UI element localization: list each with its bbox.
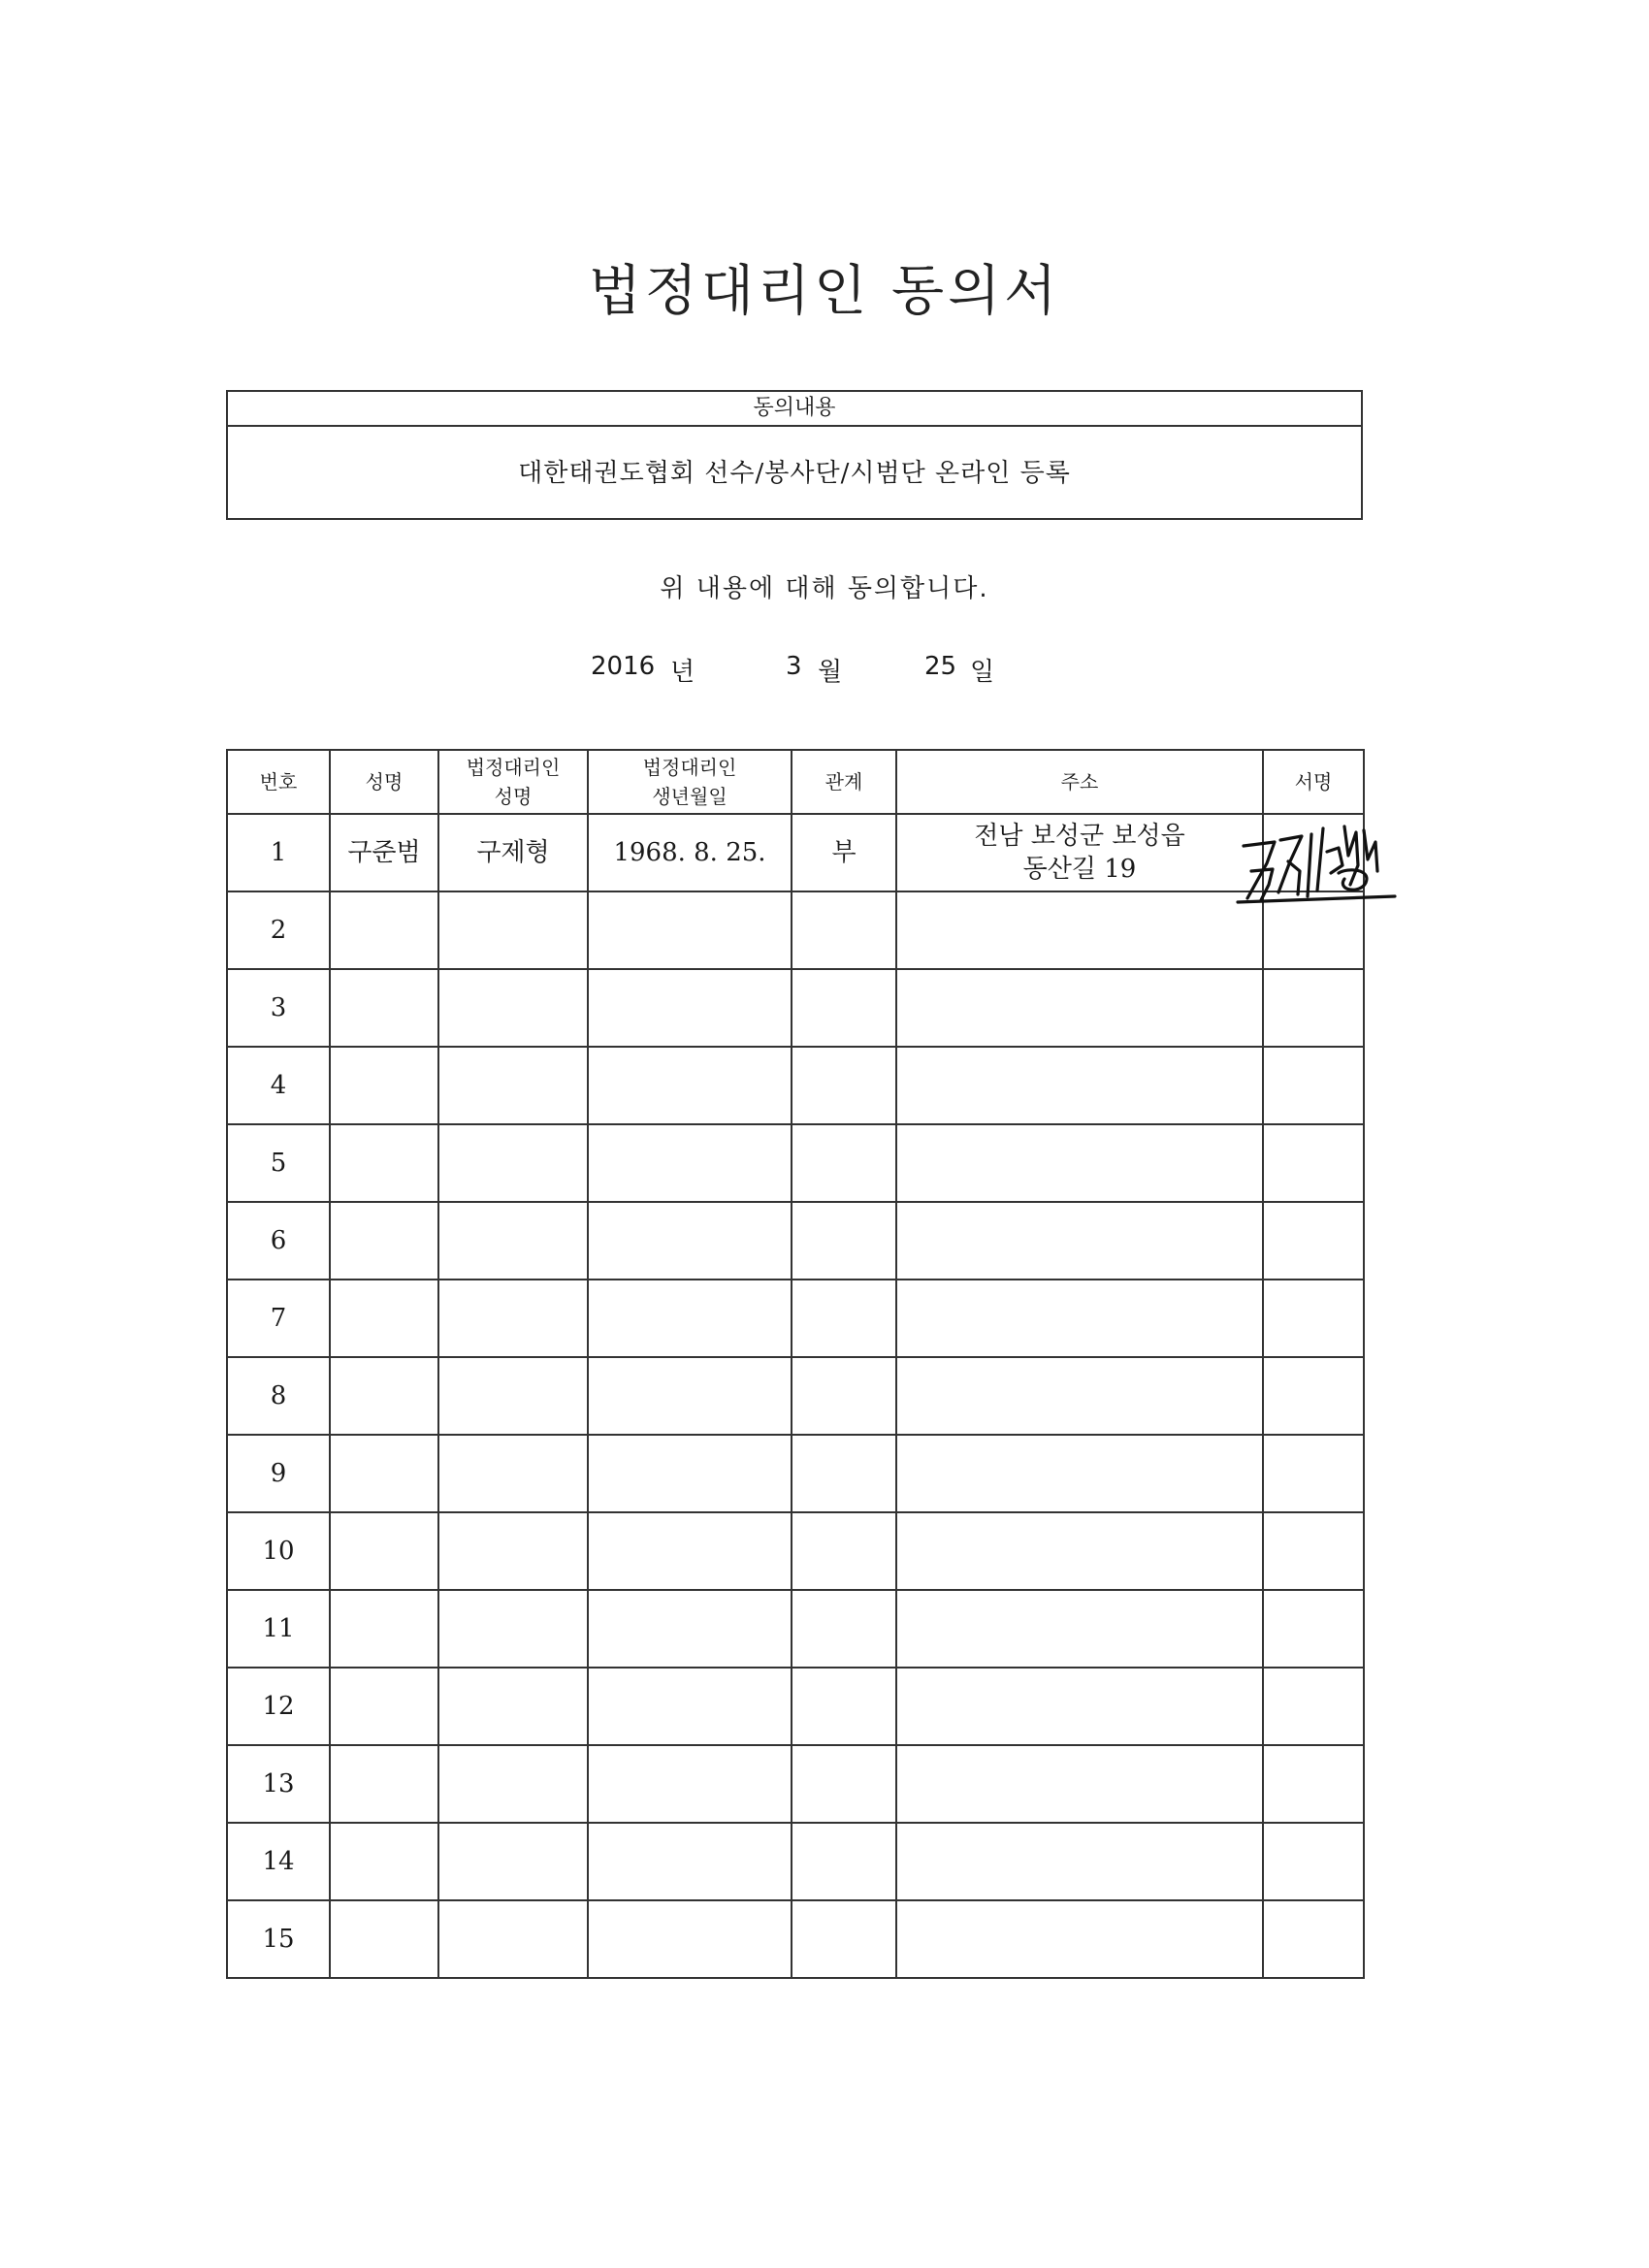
cell-address — [896, 1202, 1263, 1280]
cell-signature — [1263, 969, 1364, 1047]
cell-address — [896, 1745, 1263, 1823]
cell-relation — [792, 1823, 896, 1900]
cell-relation — [792, 1900, 896, 1978]
cell-guardian-birth — [588, 1900, 792, 1978]
cell-name — [330, 1202, 438, 1280]
cell-signature — [1263, 1590, 1364, 1668]
cell-guardian-name — [438, 1900, 588, 1978]
cell-address — [896, 814, 1263, 891]
table-row — [227, 1745, 1364, 1823]
cell-signature — [1263, 1435, 1364, 1512]
cell-address — [896, 891, 1263, 969]
cell-signature — [1263, 1202, 1364, 1280]
header-guardian-name-line1: 법정대리인 — [466, 756, 561, 779]
date-month-unit: 월 — [818, 658, 843, 687]
cell-guardian-name — [438, 1590, 588, 1668]
cell-no: 13 — [227, 1745, 330, 1823]
cell-signature — [1263, 1124, 1364, 1202]
agreement-statement: 위 내용에 대해 동의합니다. — [660, 574, 989, 603]
cell-relation — [792, 1745, 896, 1823]
cell-name — [330, 1435, 438, 1512]
consent-header: 동의내용 — [228, 392, 1361, 427]
cell-address — [896, 1124, 1263, 1202]
cell-no: 12 — [227, 1668, 330, 1745]
cell-name — [330, 1512, 438, 1590]
table-row — [227, 891, 1364, 969]
cell-guardian-birth — [588, 1823, 792, 1900]
cell-relation — [792, 1202, 896, 1280]
cell-relation — [792, 1124, 896, 1202]
header-no: 번호 — [227, 750, 330, 814]
cell-guardian-birth — [588, 1512, 792, 1590]
header-guardian-birth-line2: 생년월일 — [652, 785, 728, 808]
cell-name — [330, 1124, 438, 1202]
cell-name — [330, 1357, 438, 1435]
cell-no: 15 — [227, 1900, 330, 1978]
header-guardian-birth-line1: 법정대리인 — [642, 756, 737, 779]
cell-no: 5 — [227, 1124, 330, 1202]
cell-guardian-name — [438, 1823, 588, 1900]
cell-name — [330, 1047, 438, 1124]
cell-guardian-name — [438, 1280, 588, 1357]
table-header-row — [227, 750, 1364, 814]
cell-guardian-birth — [588, 1745, 792, 1823]
table-row — [227, 969, 1364, 1047]
cell-guardian-birth — [588, 969, 792, 1047]
consent-box — [226, 390, 1363, 520]
cell-no: 9 — [227, 1435, 330, 1512]
consent-content: 대한태권도협회 선수/봉사단/시범단 온라인 등록 — [518, 459, 1071, 488]
cell-no: 3 — [227, 969, 330, 1047]
header-guardian-name-line2: 성명 — [494, 785, 533, 808]
cell-relation — [792, 1047, 896, 1124]
table-row — [227, 1202, 1364, 1280]
cell-relation — [792, 1357, 896, 1435]
cell-guardian-birth — [588, 1280, 792, 1357]
cell-name — [330, 1590, 438, 1668]
table-row — [227, 1823, 1364, 1900]
header-address: 주소 — [896, 750, 1263, 814]
table-row — [227, 1124, 1364, 1202]
date-day: 25 — [924, 652, 957, 681]
cell-guardian-name — [438, 1512, 588, 1590]
cell-guardian-name — [438, 891, 588, 969]
address-line2: 동산길 19 — [1022, 855, 1137, 884]
cell-name — [330, 1900, 438, 1978]
cell-relation — [792, 1590, 896, 1668]
cell-guardian-name — [438, 1745, 588, 1823]
guardian-table — [226, 749, 1365, 1979]
cell-no: 4 — [227, 1047, 330, 1124]
cell-relation — [792, 891, 896, 969]
cell-no: 8 — [227, 1357, 330, 1435]
header-guardian-birth — [588, 750, 792, 814]
cell-name — [330, 1280, 438, 1357]
cell-name — [330, 891, 438, 969]
cell-signature — [1263, 1823, 1364, 1900]
cell-address — [896, 1668, 1263, 1745]
cell-no: 2 — [227, 891, 330, 969]
cell-signature — [1263, 1900, 1364, 1978]
cell-no: 10 — [227, 1512, 330, 1590]
cell-address — [896, 1512, 1263, 1590]
cell-relation — [792, 969, 896, 1047]
cell-no: 11 — [227, 1590, 330, 1668]
address-line1: 전남 보성군 보성읍 — [974, 822, 1185, 851]
cell-relation — [792, 1280, 896, 1357]
table-row — [227, 1280, 1364, 1357]
cell-guardian-name — [438, 1202, 588, 1280]
table-row — [227, 1047, 1364, 1124]
cell-address — [896, 1047, 1263, 1124]
cell-signature — [1263, 1668, 1364, 1745]
cell-address — [896, 969, 1263, 1047]
cell-relation — [792, 1512, 896, 1590]
table-row — [227, 1435, 1364, 1512]
table-row — [227, 1512, 1364, 1590]
cell-guardian-birth — [588, 1435, 792, 1512]
cell-name — [330, 1823, 438, 1900]
cell-guardian-name — [438, 1435, 588, 1512]
cell-address — [896, 1435, 1263, 1512]
header-name: 성명 — [330, 750, 438, 814]
cell-guardian-name: 구제형 — [438, 814, 588, 891]
cell-name: 구준범 — [330, 814, 438, 891]
table-row — [227, 814, 1364, 891]
cell-name — [330, 969, 438, 1047]
cell-guardian-birth — [588, 891, 792, 969]
cell-guardian-name — [438, 1047, 588, 1124]
cell-address — [896, 1590, 1263, 1668]
cell-no: 1 — [227, 814, 330, 891]
cell-guardian-name — [438, 1124, 588, 1202]
cell-signature — [1263, 1280, 1364, 1357]
cell-signature — [1263, 1745, 1364, 1823]
cell-no: 6 — [227, 1202, 330, 1280]
cell-name — [330, 1745, 438, 1823]
cell-guardian-birth — [588, 1047, 792, 1124]
cell-name — [330, 1668, 438, 1745]
cell-guardian-name — [438, 969, 588, 1047]
header-guardian-name — [438, 750, 588, 814]
cell-guardian-name — [438, 1357, 588, 1435]
cell-address — [896, 1357, 1263, 1435]
cell-guardian-birth — [588, 1590, 792, 1668]
cell-no: 7 — [227, 1280, 330, 1357]
cell-relation: 부 — [792, 814, 896, 891]
date-year: 2016 — [591, 652, 656, 681]
cell-address — [896, 1900, 1263, 1978]
table-row — [227, 1668, 1364, 1745]
cell-guardian-birth — [588, 1357, 792, 1435]
table-row — [227, 1357, 1364, 1435]
header-signature: 서명 — [1263, 750, 1364, 814]
cell-no: 14 — [227, 1823, 330, 1900]
cell-signature — [1263, 1357, 1364, 1435]
cell-guardian-birth — [588, 1668, 792, 1745]
cell-guardian-birth — [588, 1202, 792, 1280]
document-title: 법정대리인 동의서 — [588, 260, 1061, 323]
cell-signature — [1263, 1512, 1364, 1590]
cell-relation — [792, 1435, 896, 1512]
handwritten-signature — [1230, 813, 1424, 910]
date-year-unit: 년 — [670, 658, 695, 687]
table-row — [227, 1900, 1364, 1978]
date-day-unit: 일 — [970, 658, 995, 687]
cell-signature — [1263, 1047, 1364, 1124]
cell-guardian-birth: 1968. 8. 25. — [588, 814, 792, 891]
cell-address — [896, 1280, 1263, 1357]
cell-guardian-birth — [588, 1124, 792, 1202]
date-month: 3 — [786, 652, 802, 681]
cell-relation — [792, 1668, 896, 1745]
cell-guardian-name — [438, 1668, 588, 1745]
table-row — [227, 1590, 1364, 1668]
cell-address — [896, 1823, 1263, 1900]
header-relation: 관계 — [792, 750, 896, 814]
